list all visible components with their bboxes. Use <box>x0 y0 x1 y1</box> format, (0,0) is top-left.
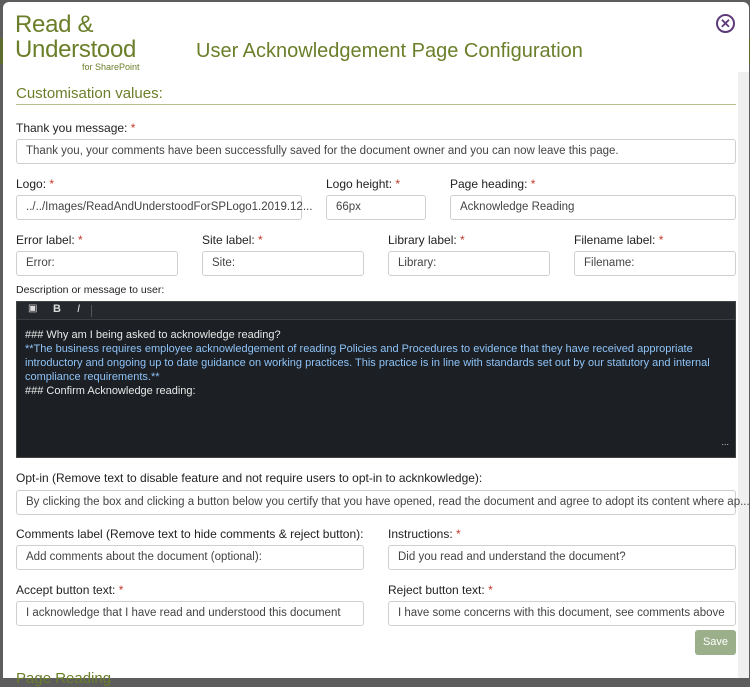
close-icon[interactable]: ✕ <box>716 14 735 33</box>
site-label-label <box>202 233 263 247</box>
comments-label-input[interactable]: Add comments about the document (optional): <box>16 545 364 570</box>
required-marker: * <box>78 233 83 247</box>
page-heading-input[interactable]: Acknowledge Reading <box>450 195 736 220</box>
editor-line-body: **The business requires employee acknowledgement of reading Policies and Procedures to evidence that they have received appropriate introductory and ongoing up to date guidance on working practices. This practice is in line with standards set out by our statutory and internal compliance requirements.** <box>25 343 710 383</box>
instructions-label <box>388 527 461 541</box>
filename-label-label <box>574 233 663 247</box>
comments-label-label: Comments label (Remove text to hide comments & reject button): <box>16 527 364 541</box>
required-marker: * <box>118 583 124 597</box>
error-label-label <box>16 233 83 247</box>
accept-button-text-label <box>16 583 123 597</box>
logo-input[interactable]: ../../Images/ReadAndUnderstoodForSPLogo1.2019.12... <box>16 195 302 220</box>
config-dialog <box>3 2 750 687</box>
library-label-label <box>388 233 465 247</box>
italic-button[interactable]: I <box>77 303 81 315</box>
editor-line-heading: ### Why am I being asked to acknowledge reading? <box>25 329 281 341</box>
accept-button-text-input[interactable]: I acknowledge that I have read and understood this document <box>16 601 364 626</box>
site-label-label-text: Site label: <box>202 233 255 247</box>
accept-label-text: Accept button text: <box>16 583 116 597</box>
required-marker: * <box>460 233 465 247</box>
logo-height-input[interactable]: 66px <box>326 195 426 220</box>
instructions-input[interactable]: Did you read and understand the document? <box>388 545 736 570</box>
opt-in-input[interactable]: By clicking the box and clicking a button below you certify that you have opened, read the document and agree to adopt its content where ap... <box>16 490 736 515</box>
thank-you-label-text: Thank you message: <box>16 121 128 135</box>
read-understood-logo <box>15 12 155 70</box>
editor-resize-handle[interactable]: ... <box>721 437 729 447</box>
logo-line3: for SharePoint <box>82 62 140 72</box>
filename-label-input[interactable]: Filename: <box>574 251 736 276</box>
logo-line1: Read & <box>15 11 94 38</box>
instructions-label-text: Instructions: <box>388 527 453 541</box>
logo-label-text: Logo: <box>16 177 47 191</box>
logo-height-label <box>326 177 400 191</box>
logo-line2: Understood <box>15 36 137 63</box>
page-heading-label-text: Page heading: <box>450 177 528 191</box>
reject-button-text-input[interactable]: I have some concerns with this document, see comments above <box>388 601 736 626</box>
required-marker: * <box>258 233 263 247</box>
editor-content[interactable] <box>25 328 725 398</box>
toolbar-divider <box>91 305 92 317</box>
logo-label <box>16 177 54 191</box>
description-label: Description or message to user: <box>16 284 165 296</box>
thank-you-input[interactable]: Thank you, your comments have been successfully saved for the document owner and you can now leave this page. <box>16 139 736 164</box>
image-icon[interactable]: ▣ <box>28 303 38 314</box>
required-marker: * <box>130 121 136 135</box>
description-editor[interactable] <box>16 301 736 458</box>
thank-you-label <box>16 121 135 135</box>
next-section-title: Page Reading <box>16 670 112 687</box>
library-label-input[interactable]: Library: <box>388 251 550 276</box>
editor-line-heading2: ### Confirm Acknowledge reading: <box>25 385 196 397</box>
site-label-input[interactable]: Site: <box>202 251 364 276</box>
required-marker: * <box>395 177 401 191</box>
filename-label-label-text: Filename label: <box>574 233 656 247</box>
bold-button[interactable]: B <box>53 303 61 315</box>
dialog-scrollbar[interactable] <box>738 72 749 678</box>
page-heading-label <box>450 177 535 191</box>
required-marker: * <box>49 177 55 191</box>
required-marker: * <box>658 233 664 247</box>
library-label-label-text: Library label: <box>388 233 457 247</box>
required-marker: * <box>488 583 493 597</box>
section-title: Customisation values: <box>16 85 163 102</box>
dialog-header <box>3 2 749 72</box>
logo-height-label-text: Logo height: <box>326 177 393 191</box>
reject-label-text: Reject button text: <box>388 583 485 597</box>
dialog-title: User Acknowledgement Page Configuration <box>196 40 583 62</box>
required-marker: * <box>456 527 461 541</box>
error-label-input[interactable]: Error: <box>16 251 178 276</box>
editor-toolbar <box>17 302 735 320</box>
save-button[interactable]: Save <box>695 630 736 655</box>
error-label-label-text: Error label: <box>16 233 75 247</box>
required-marker: * <box>530 177 536 191</box>
section-divider <box>16 104 736 105</box>
opt-in-label: Opt-in (Remove text to disable feature and not require users to opt-in to acknkowledge): <box>16 471 483 485</box>
reject-button-text-label <box>388 583 493 597</box>
